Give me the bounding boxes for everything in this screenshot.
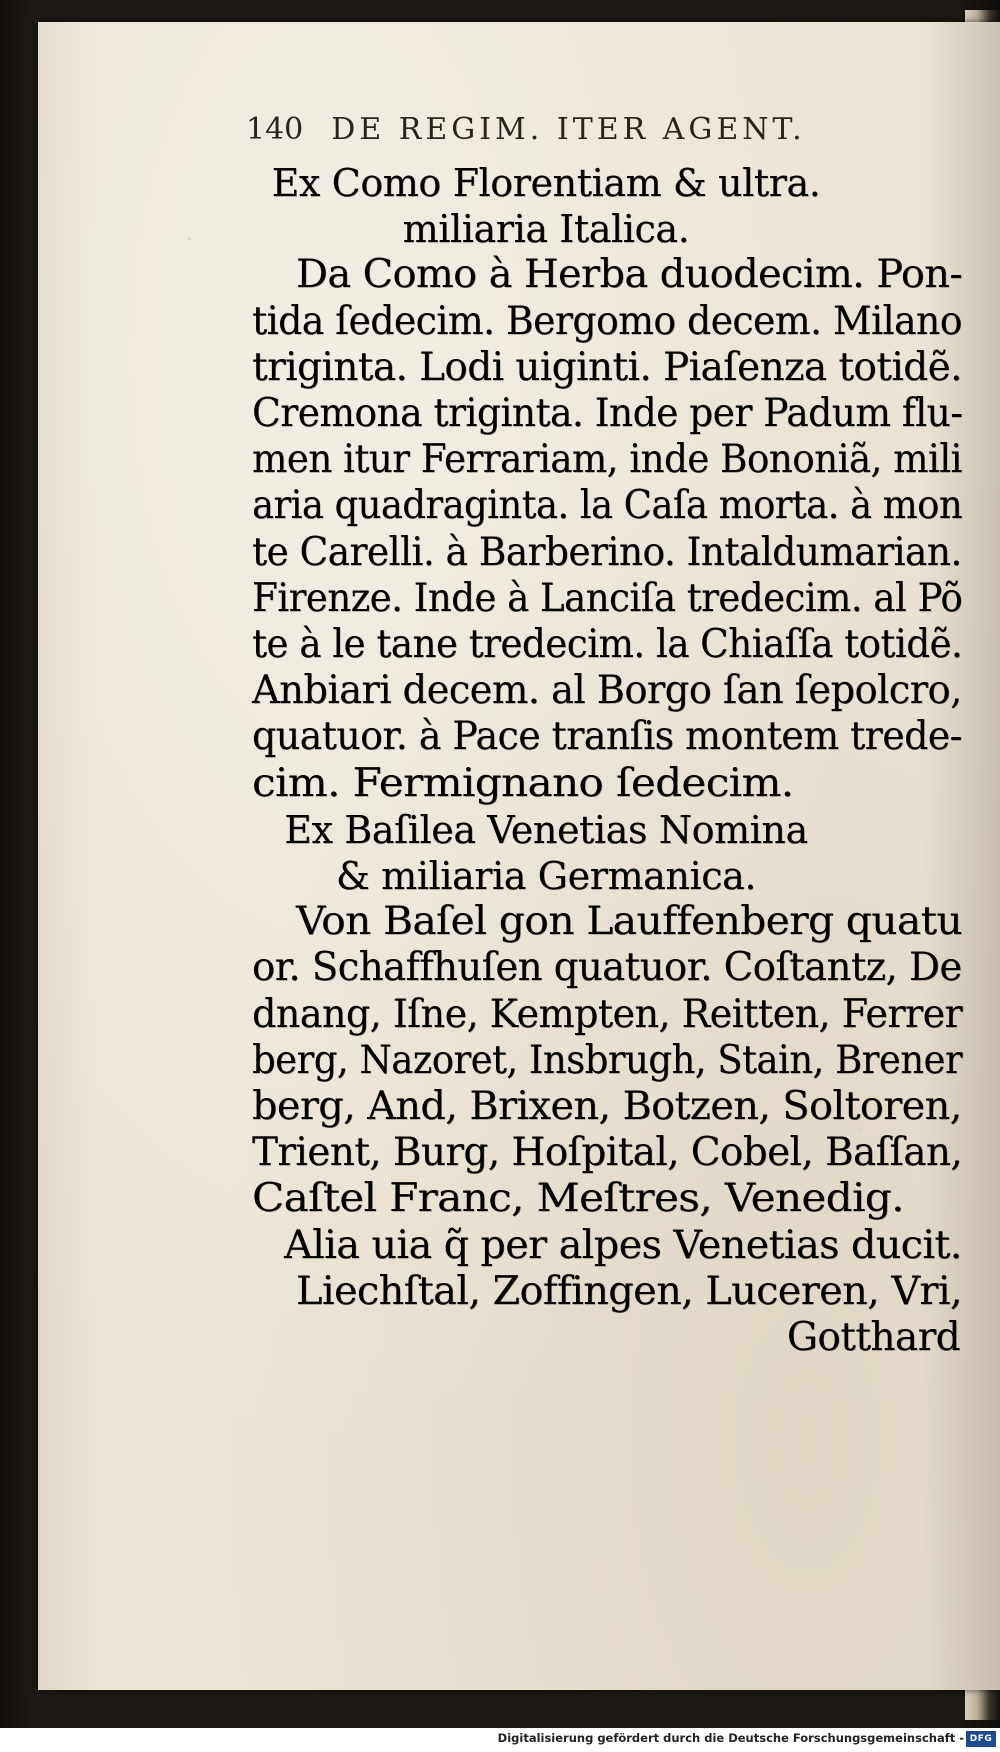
text-line: aria quadraginta. la Caſa morta. à mon <box>252 483 963 529</box>
text-line: quatuor. à Pace tranſis montem trede- <box>252 714 962 760</box>
text-line: Von Baſel gon Lauffenberg quatu <box>296 899 963 945</box>
text-line: berg, And, Brixen, Botzen, Soltoren, <box>252 1084 962 1129</box>
running-title: DE REGIM. ITER AGENT. <box>331 112 806 147</box>
text-line: Da Como à Herba duodecim. Pon- <box>296 252 963 298</box>
text-line: Alia uia q̃ per alpes Venetias ducit. <box>284 1222 962 1268</box>
section-heading-line: Ex Como Florentiam & ultra. <box>271 161 821 205</box>
text-line: berg, Nazoret, Insbrugh, Stain, Brener <box>252 1037 963 1083</box>
page-number: 140 <box>246 112 304 147</box>
text-line: Firenze. Inde à Lanciſa tredecim. al Põ <box>252 575 963 621</box>
dfg-logo: DFG <box>966 1731 996 1747</box>
paper-speck <box>188 237 191 240</box>
text-line: Anbiari decem. al Borgo ſan ſepolcro, <box>252 668 962 714</box>
text-line: cim. Fermignano ſedecim. <box>252 760 794 806</box>
text-line: Liechſtal, Zoffingen, Luceren, Vri, <box>296 1268 962 1314</box>
text-line: te à le tane tredecim. la Chiaſſa totidẽ. <box>252 622 963 667</box>
text-line: dnang, Iſne, Kempten, Reitten, Ferrer <box>252 991 963 1037</box>
footer-credit: Digitalisierung gefördert durch die Deutsche Forschungsgemeinschaft - <box>497 1731 964 1745</box>
text-line: triginta. Lodi uiginti. Piaſenza totidẽ. <box>252 344 962 390</box>
text-line: te Carelli. à Barberino. Intaldumarian. <box>252 529 962 575</box>
running-head <box>246 112 806 147</box>
text-line: Cremona triginta. Inde per Padum flu- <box>252 391 963 436</box>
section-heading-line: Ex Baſilea Venetias Nomina <box>284 807 808 852</box>
text-line: men itur Ferrariam, inde Bononiã, mili <box>252 437 962 483</box>
section-heading-line: miliaria Italica. <box>402 207 690 252</box>
catchword: Gotthard <box>786 1315 960 1360</box>
text-line: Trient, Burg, Hoſpital, Cobel, Baſſan, <box>252 1130 963 1176</box>
section-heading-line: & miliaria Germanica. <box>335 854 757 898</box>
text-line: tida ſedecim. Bergomo decem. Milano <box>252 298 962 344</box>
text-line: Caſtel Franc, Meſtres, Venedig. <box>252 1176 904 1222</box>
text-line: or. Schaffhuſen quatuor. Coſtantz, De <box>252 945 962 991</box>
